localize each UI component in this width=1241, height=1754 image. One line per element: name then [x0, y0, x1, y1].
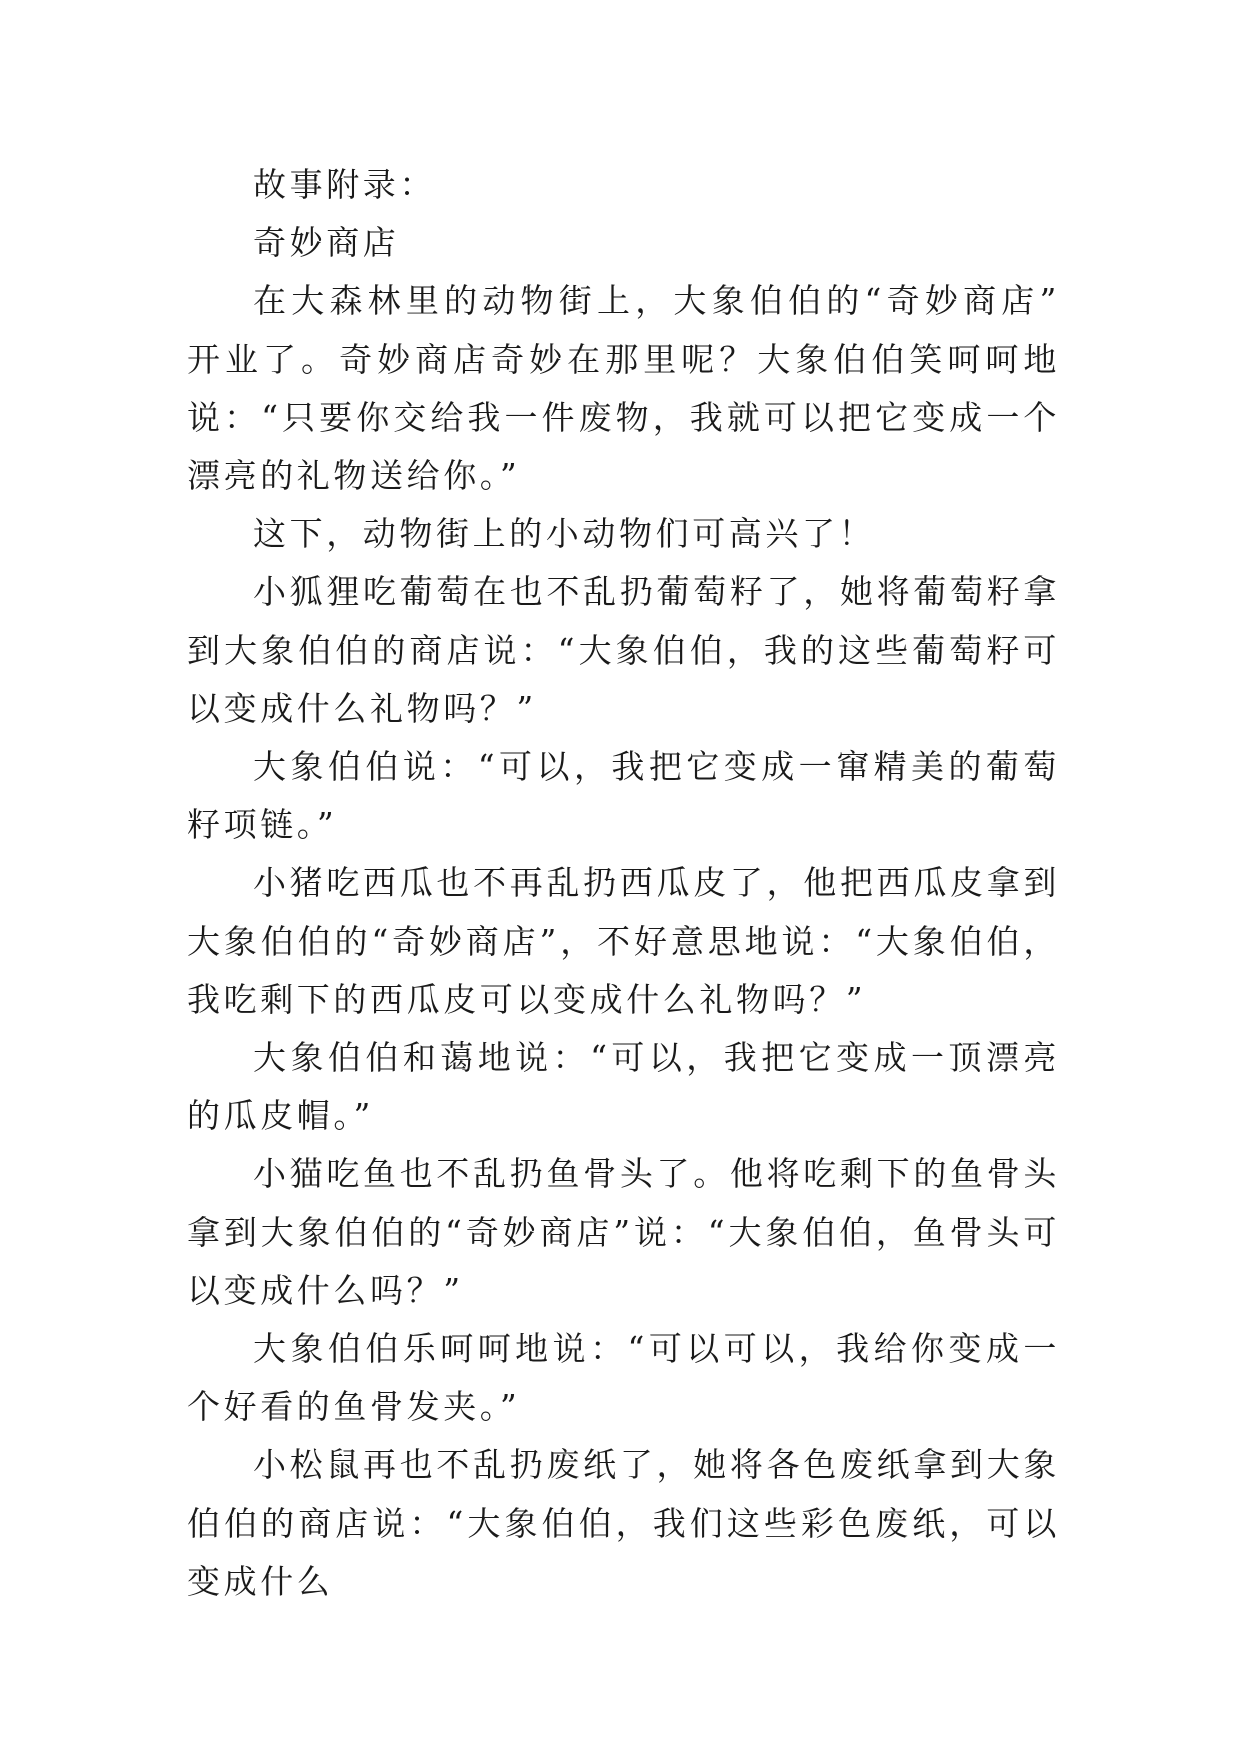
story-paragraph: 小松鼠再也不乱扔废纸了，她将各色废纸拿到大象伯伯的商店说：“大象伯伯，我们这些彩色废纸，可以变成什么 [187, 1445, 1060, 1601]
story-paragraph: 小狐狸吃葡萄在也不乱扔葡萄籽了，她将葡萄籽拿到大象伯伯的商店说：“大象伯伯，我的这些葡萄籽可以变成什么礼物吗？” [187, 572, 1060, 728]
story-paragraph: 小猫吃鱼也不乱扔鱼骨头了。他将吃剩下的鱼骨头拿到大象伯伯的“奇妙商店”说：“大象伯伯，鱼骨头可以变成什么吗？” [187, 1154, 1060, 1310]
story-heading: 故事附录： [253, 165, 436, 204]
story-paragraph: 这下，动物街上的小动物们可高兴了！ [253, 514, 876, 554]
story-paragraph: 在大森林里的动物街上，大象伯伯的“奇妙商店”开业了。奇妙商店奇妙在那里呢？大象伯伯笑呵呵地说：“只要你交给我一件废物，我就可以把它变成一个漂亮的礼物送给你。” [187, 281, 1060, 496]
story-title: 奇妙商店 [253, 223, 400, 263]
document-page [187, 156, 1060, 1611]
story-paragraph: 大象伯伯乐呵呵地说：“可以可以，我给你变成一个好看的鱼骨发夹。” [187, 1329, 1060, 1427]
story-paragraph: 大象伯伯说：“可以，我把它变成一窜精美的葡萄籽项链。” [187, 747, 1060, 845]
story-paragraph: 大象伯伯和蔼地说：“可以，我把它变成一顶漂亮的瓜皮帽。” [187, 1038, 1060, 1136]
story-paragraph: 小猪吃西瓜也不再乱扔西瓜皮了，他把西瓜皮拿到大象伯伯的“奇妙商店”，不好意思地说：“大象伯伯，我吃剩下的西瓜皮可以变成什么礼物吗？” [187, 863, 1060, 1019]
